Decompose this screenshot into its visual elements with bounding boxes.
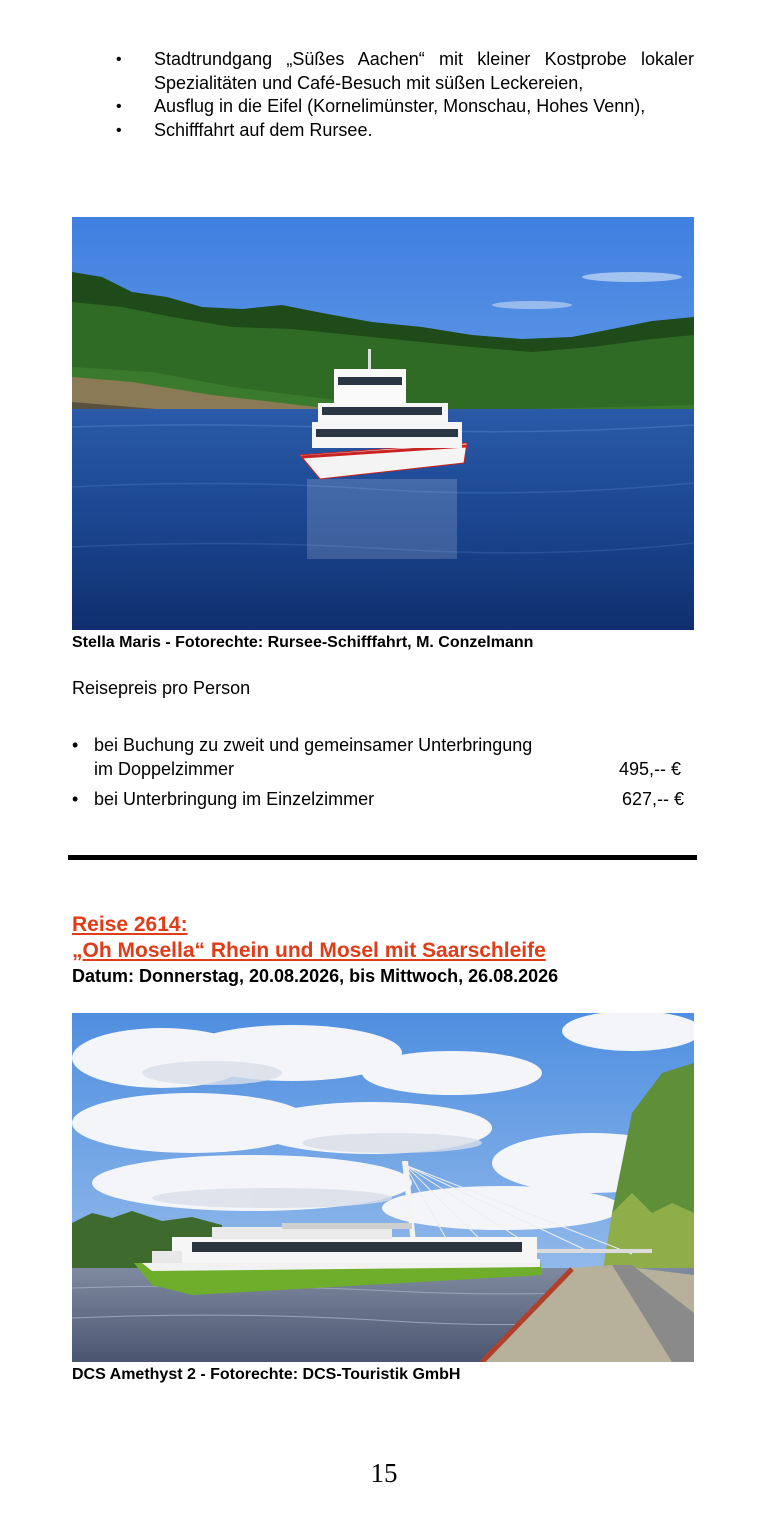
activity-item bbox=[112, 48, 694, 95]
activity-item bbox=[112, 95, 694, 119]
bullet-icon: • bbox=[116, 121, 122, 139]
price-value: 495,-- € bbox=[618, 759, 681, 779]
activity-item bbox=[112, 119, 694, 143]
price-title: Reisepreis pro Person bbox=[72, 678, 251, 698]
page-number: 15 bbox=[370, 1458, 398, 1488]
activity-text: Ausflug in die Eifel (Kornelimünster, Monschau, Hohes Venn), bbox=[154, 96, 646, 116]
price-row-label-line2: im Doppelzimmer bbox=[94, 759, 235, 779]
section-divider bbox=[68, 855, 697, 860]
price-row-single bbox=[72, 787, 684, 811]
rursee-boat-image bbox=[72, 217, 694, 630]
activities-list bbox=[112, 48, 694, 142]
photo-amethyst-ship bbox=[72, 1013, 694, 1362]
amethyst-ship-image bbox=[72, 1013, 694, 1362]
tour-date: Datum: Donnerstag, 20.08.2026, bis Mittwoch, 26.08.2026 bbox=[72, 966, 559, 986]
bullet-icon: • bbox=[116, 98, 122, 115]
photo2-caption: DCS Amethyst 2 - Fotorechte: DCS-Touristik GmbH bbox=[72, 1366, 461, 1383]
bullet-icon: • bbox=[72, 789, 79, 809]
activity-text: Schifffahrt auf dem Rursee. bbox=[154, 119, 373, 140]
price-row-label: bei Buchung zu zweit und gemeinsamer Unterbringung bbox=[94, 735, 533, 755]
bullet-icon: • bbox=[116, 51, 122, 68]
price-row-label: bei Unterbringung im Einzelzimmer bbox=[94, 789, 375, 809]
photo1-caption: Stella Maris - Fotorechte: Rursee-Schifffahrt, M. Conzelmann bbox=[72, 634, 534, 651]
price-value: 627,-- € bbox=[621, 789, 684, 809]
tour-number: Reise 2614: bbox=[72, 913, 188, 936]
activity-text: Stadtrundgang „Süßes Aachen“ mit kleiner Kostprobe lokaler Spezialitäten und Café-Besuch mit süßen Leckereien, bbox=[154, 49, 694, 93]
photo-rursee-boat bbox=[72, 217, 694, 630]
price-row-double bbox=[72, 733, 684, 781]
bullet-icon: • bbox=[72, 735, 79, 755]
tour-title: „Oh Mosella“ Rhein und Mosel mit Saarschleife bbox=[72, 939, 546, 962]
